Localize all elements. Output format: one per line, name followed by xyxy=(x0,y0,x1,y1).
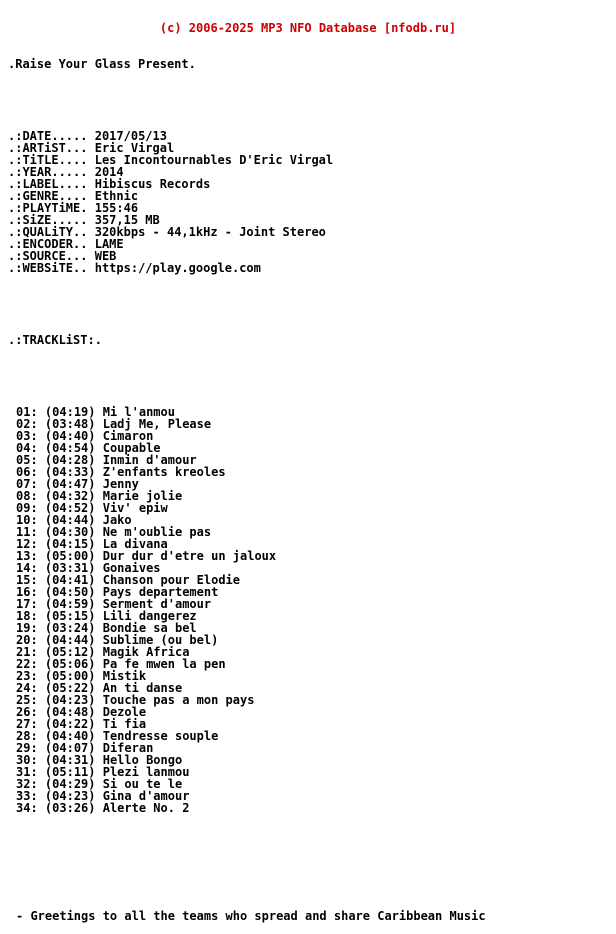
track-title: Viv' epiw xyxy=(102,501,168,515)
track-number: 34: xyxy=(16,801,38,815)
info-value: WEB xyxy=(94,249,117,263)
track-number: 15: xyxy=(16,573,38,587)
info-value: Les Incontournables D'Eric Virgal xyxy=(94,153,334,167)
track-duration: (04:47) xyxy=(44,477,96,491)
track-number: 31: xyxy=(16,765,38,779)
nfodb-header: (c) 2006-2025 MP3 NFO Database [nfodb.ru] xyxy=(159,21,457,35)
track-duration: (04:31) xyxy=(44,753,96,767)
track-number: 10: xyxy=(16,513,38,527)
track-number: 07: xyxy=(16,477,38,491)
track-title: Jako xyxy=(102,513,132,527)
track-title: Pa fe mwen la pen xyxy=(102,657,226,671)
track-title: Marie jolie xyxy=(102,489,183,503)
info-value: Hibiscus Records xyxy=(94,177,211,191)
track-number: 02: xyxy=(16,417,38,431)
track-number: 05: xyxy=(16,453,38,467)
blank-line xyxy=(8,298,608,310)
track-number: 27: xyxy=(16,717,38,731)
track-title: Dezole xyxy=(102,705,147,719)
track-duration: (05:06) xyxy=(44,657,96,671)
track-duration: (05:22) xyxy=(44,681,96,695)
track-title: Coupable xyxy=(102,441,161,455)
track-duration: (05:00) xyxy=(44,549,96,563)
track-duration: (05:15) xyxy=(44,609,96,623)
track-title: Ne m'oublie pas xyxy=(102,525,212,539)
info-key: .:SiZE..... xyxy=(8,213,88,227)
greetings-footer: - Greetings to all the teams who spread and share Caribbean Music xyxy=(16,909,486,923)
track-duration: (03:24) xyxy=(44,621,96,635)
track-number: 25: xyxy=(16,693,38,707)
track-title: Inmin d'amour xyxy=(102,453,197,467)
track-duration: (05:00) xyxy=(44,669,96,683)
track-duration: (04:44) xyxy=(44,633,96,647)
info-key: .:TiTLE.... xyxy=(8,153,88,167)
track-duration: (04:29) xyxy=(44,777,96,791)
track-number: 21: xyxy=(16,645,38,659)
release-intro: .Raise Your Glass Present. xyxy=(8,57,196,71)
info-key: .:LABEL.... xyxy=(8,177,88,191)
info-value: 155:46 xyxy=(94,201,139,215)
track-row xyxy=(8,706,608,718)
track-title: Mistik xyxy=(102,669,147,683)
track-duration: (04:54) xyxy=(44,441,96,455)
track-number: 32: xyxy=(16,777,38,791)
info-value: 2014 xyxy=(94,165,124,179)
track-number: 29: xyxy=(16,741,38,755)
blank-line xyxy=(8,94,608,106)
track-number: 12: xyxy=(16,537,38,551)
track-title: La divana xyxy=(102,537,168,551)
track-title: Cimaron xyxy=(102,429,154,443)
track-duration: (04:07) xyxy=(44,741,96,755)
track-title: Magik Africa xyxy=(102,645,190,659)
track-duration: (04:41) xyxy=(44,573,96,587)
track-row xyxy=(8,802,608,814)
track-title: Jenny xyxy=(102,477,139,491)
track-title: Hello Bongo xyxy=(102,753,183,767)
track-number: 04: xyxy=(16,441,38,455)
track-title: Pays departement xyxy=(102,585,219,599)
track-title: Tendresse souple xyxy=(102,729,219,743)
info-value: Ethnic xyxy=(94,189,139,203)
track-title: Ladj Me, Please xyxy=(102,417,212,431)
track-row xyxy=(8,718,608,730)
track-number: 17: xyxy=(16,597,38,611)
track-duration: (04:48) xyxy=(44,705,96,719)
info-key: .:DATE..... xyxy=(8,129,88,143)
track-number: 09: xyxy=(16,501,38,515)
info-value: LAME xyxy=(94,237,124,251)
info-key: .:QUALiTY.. xyxy=(8,225,88,239)
track-duration: (03:31) xyxy=(44,561,96,575)
track-number: 11: xyxy=(16,525,38,539)
info-key: .:YEAR..... xyxy=(8,165,88,179)
info-value: 320kbps - 44,1kHz - Joint Stereo xyxy=(94,225,326,239)
track-number: 13: xyxy=(16,549,38,563)
track-title: Si ou te le xyxy=(102,777,183,791)
track-title: Serment d'amour xyxy=(102,597,212,611)
info-value: 357,15 MB xyxy=(94,213,160,227)
track-title: Lili dangerez xyxy=(102,609,197,623)
tracklist xyxy=(8,406,608,814)
track-number: 30: xyxy=(16,753,38,767)
track-duration: (04:30) xyxy=(44,525,96,539)
track-number: 18: xyxy=(16,609,38,623)
track-duration: (05:12) xyxy=(44,645,96,659)
track-title: Touche pas a mon pays xyxy=(102,693,255,707)
track-title: Mi l'anmou xyxy=(102,405,175,419)
track-title: Alerte No. 2 xyxy=(102,801,190,815)
track-number: 26: xyxy=(16,705,38,719)
track-number: 03: xyxy=(16,429,38,443)
track-row xyxy=(8,742,608,754)
track-duration: (04:19) xyxy=(44,405,96,419)
nfo-document xyxy=(8,0,608,934)
track-duration: (04:50) xyxy=(44,585,96,599)
track-number: 19: xyxy=(16,621,38,635)
track-title: Plezi lanmou xyxy=(102,765,190,779)
release-info xyxy=(8,130,608,274)
info-value: https://play.google.com xyxy=(94,261,261,275)
track-duration: (04:44) xyxy=(44,513,96,527)
track-duration: (04:23) xyxy=(44,789,96,803)
info-key: .:ARTiST... xyxy=(8,141,88,155)
track-number: 33: xyxy=(16,789,38,803)
track-title: Dur dur d'etre un jaloux xyxy=(102,549,277,563)
track-title: Gonaives xyxy=(102,561,161,575)
info-key: .:SOURCE... xyxy=(8,249,88,263)
track-duration: (04:40) xyxy=(44,429,96,443)
track-number: 24: xyxy=(16,681,38,695)
track-title: Diferan xyxy=(102,741,154,755)
blank-line xyxy=(8,874,608,886)
track-row xyxy=(8,730,608,742)
blank-line xyxy=(8,370,608,382)
track-number: 08: xyxy=(16,489,38,503)
info-row xyxy=(8,262,608,274)
info-key: .:WEBSiTE.. xyxy=(8,261,88,275)
track-number: 22: xyxy=(16,657,38,671)
track-title: Ti fia xyxy=(102,717,147,731)
track-duration: (03:48) xyxy=(44,417,96,431)
track-row xyxy=(8,766,608,778)
track-duration: (04:15) xyxy=(44,537,96,551)
track-number: 16: xyxy=(16,585,38,599)
track-duration: (04:22) xyxy=(44,717,96,731)
track-number: 06: xyxy=(16,465,38,479)
track-title: Sublime (ou bel) xyxy=(102,633,219,647)
track-number: 01: xyxy=(16,405,38,419)
track-title: Bondie sa bel xyxy=(102,621,197,635)
track-duration: (04:33) xyxy=(44,465,96,479)
track-duration: (04:59) xyxy=(44,597,96,611)
info-value: 2017/05/13 xyxy=(94,129,167,143)
track-number: 23: xyxy=(16,669,38,683)
track-number: 28: xyxy=(16,729,38,743)
track-duration: (04:32) xyxy=(44,489,96,503)
tracklist-label: .:TRACKLiST:. xyxy=(8,333,102,347)
track-duration: (04:28) xyxy=(44,453,96,467)
track-duration: (03:26) xyxy=(44,801,96,815)
track-duration: (04:23) xyxy=(44,693,96,707)
blank-line xyxy=(8,838,608,850)
track-duration: (04:52) xyxy=(44,501,96,515)
track-title: Chanson pour Elodie xyxy=(102,573,241,587)
info-key: .:ENCODER.. xyxy=(8,237,88,251)
track-number: 20: xyxy=(16,633,38,647)
info-key: .:PLAYTiME. xyxy=(8,201,88,215)
track-row xyxy=(8,754,608,766)
track-duration: (04:40) xyxy=(44,729,96,743)
track-title: Gina d'amour xyxy=(102,789,190,803)
info-value: Eric Virgal xyxy=(94,141,175,155)
info-key: .:GENRE.... xyxy=(8,189,88,203)
track-number: 14: xyxy=(16,561,38,575)
track-duration: (05:11) xyxy=(44,765,96,779)
track-row xyxy=(8,790,608,802)
track-title: An ti danse xyxy=(102,681,183,695)
track-row xyxy=(8,778,608,790)
track-title: Z'enfants kreoles xyxy=(102,465,226,479)
